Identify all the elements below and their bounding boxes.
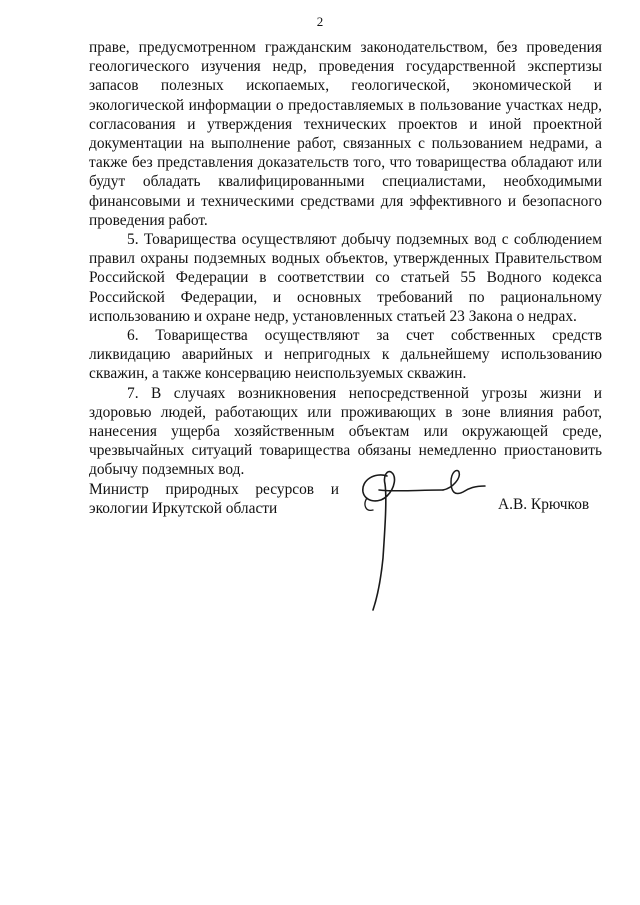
signatory-name: А.В. Крючков <box>498 496 590 513</box>
signatory-title-word: и <box>330 481 339 498</box>
paragraph-item-6: 6. Товарищества осуществляют за счет собственных средств ликвидацию аварийных и непригодных к дальнейшему использованию скважин, а также консервацию неиспользуемых скважин. <box>89 327 602 383</box>
signatory-title-line-2: экологии Иркутской области <box>89 500 278 518</box>
signature-block <box>89 480 602 640</box>
paragraph-item-5: 5. Товарищества осуществляют добычу подземных вод с соблюдением правил охраны подземных водных объектов, утвержденных Правительством Российской Федерации в соответствии со статьей 55 Водного кодекса Российской Федерации, и основных требований по рациональному использованию и охране недр, установленных статьей 23 Закона о недрах. <box>89 231 602 325</box>
page-number: 2 <box>316 14 324 29</box>
signatory-title-line-1 <box>89 480 339 499</box>
signatory-title <box>89 480 339 518</box>
paragraph-item-7: 7. В случаях возникновения непосредственной угрозы жизни и здоровью людей, работающих или проживающих в зоне влияния работ, нанесения ущерба хозяйственным объектам или окружающей среде, чрезвычайных ситуаций товарищества обязаны немедленно приостановить добычу подземных вод. <box>89 384 602 479</box>
signatory-title-word: ресурсов <box>255 481 315 498</box>
handwritten-signature <box>357 468 497 618</box>
paragraph-continuation: праве, предусмотренном гражданским законодательством, без проведения геологического изучения недр, проведения государственной экспертизы запасов полезных ископаемых, геологической, экономической и экологической информации о предоставляемых в пользование участках недр, согласования и утверждения технических проектов и иной проектной документации на выполнение работ, связанных с пользованием недрами, а также без представления доказательств того, что товарищества обладают или будут обладать квалифицированными специалистами, необходимыми финансовыми и техническими средствами для эффективного и безопасного проведения работ. <box>89 39 602 229</box>
signatory-title-word: природных <box>165 481 239 498</box>
signatory-title-word: Министр <box>89 481 149 498</box>
document-body <box>89 38 602 480</box>
